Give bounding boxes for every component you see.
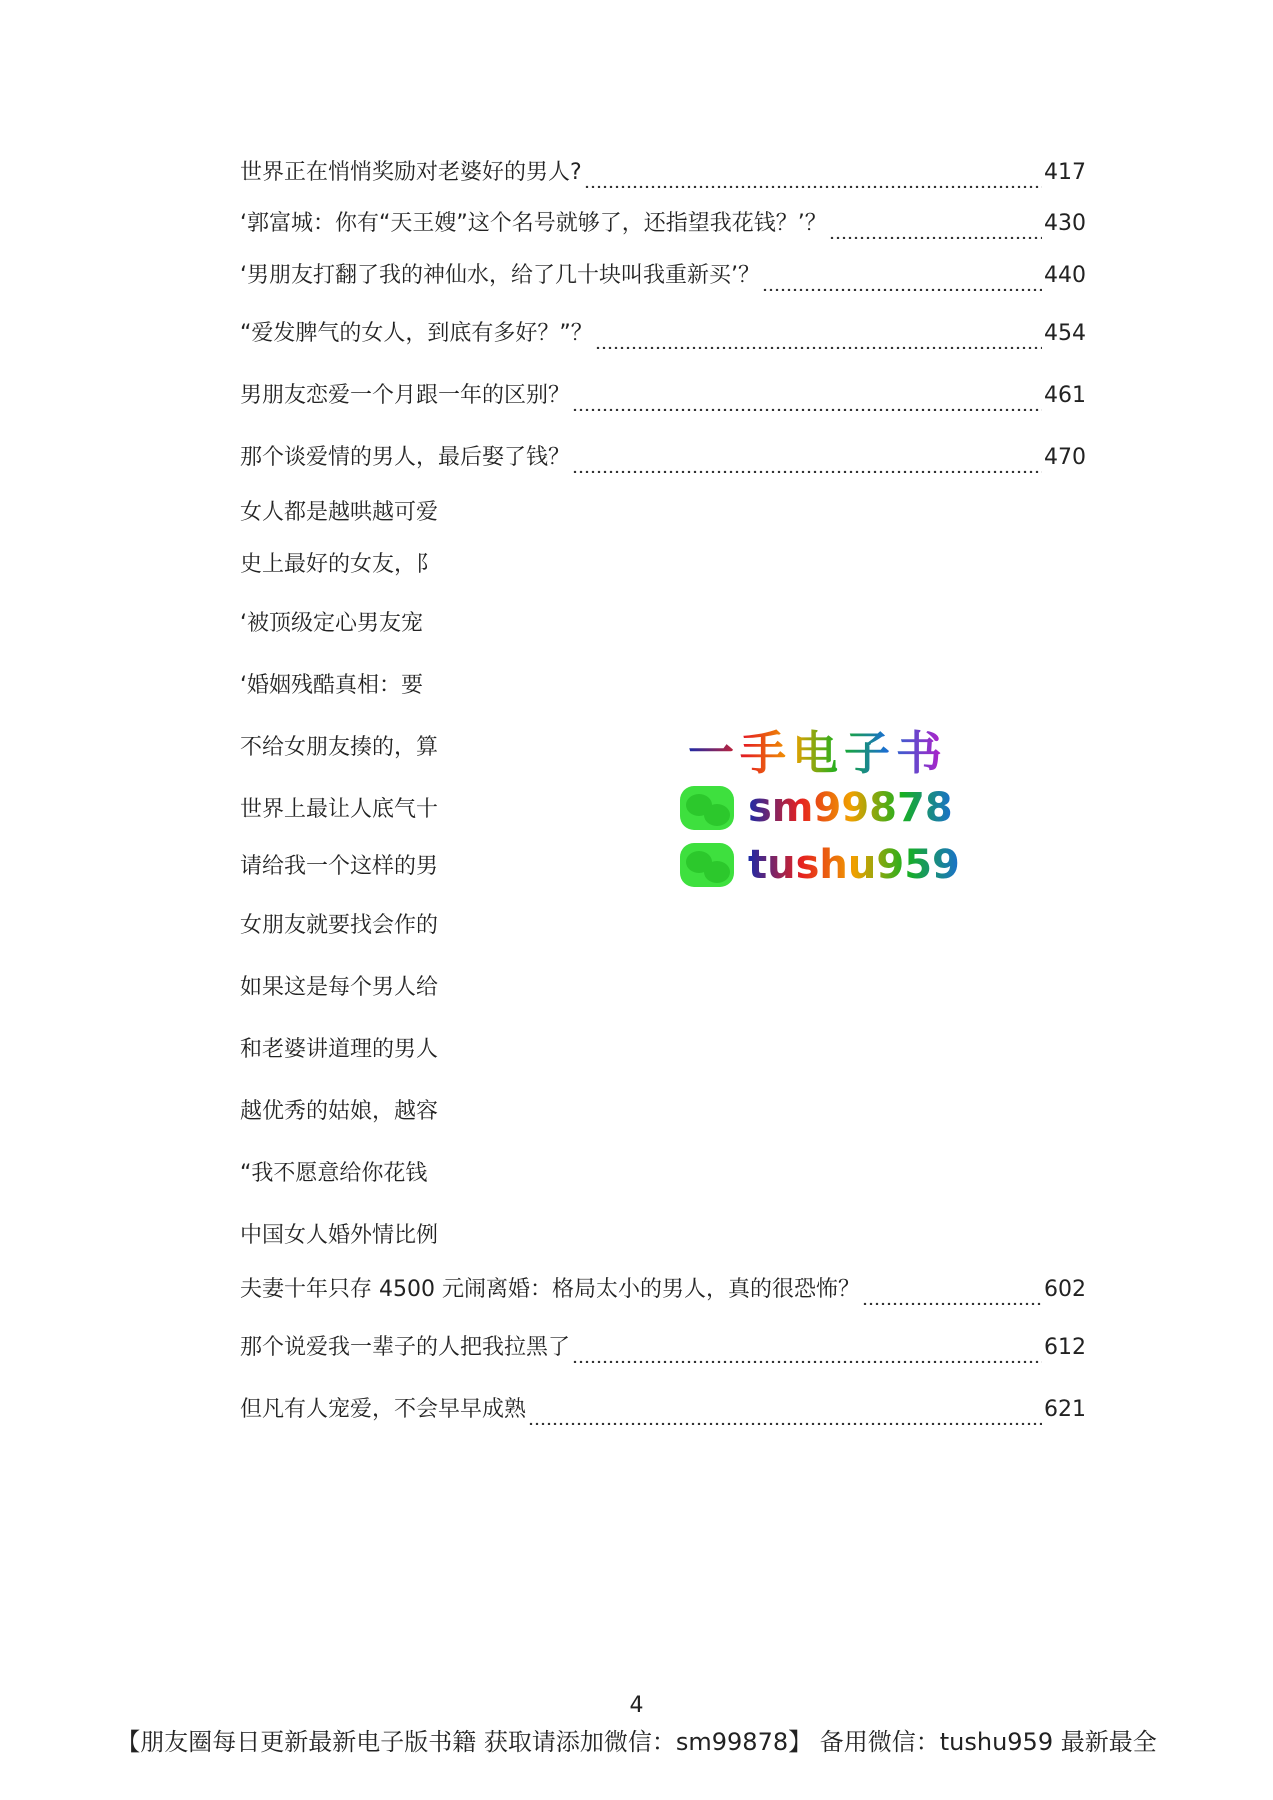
watermark-line <box>680 840 960 890</box>
toc-entry-truncated <box>240 1091 440 1127</box>
toc-entry-title: 那个说爱我一辈子的人把我拉黑了 <box>240 1335 571 1360</box>
toc-entry <box>240 152 1086 188</box>
toc-entry-title: 世界正在悄悄奖励对老婆好的男人? <box>240 160 582 185</box>
toc-entry-title: 世界上最让人底气十 <box>240 797 439 822</box>
toc-leader-dots <box>829 213 1042 239</box>
toc-entry-title: ‘男朋友打翻了我的神仙水，给了几十块叫我重新买’？ <box>240 263 760 288</box>
toc-entry-page: 440 <box>1044 263 1086 288</box>
toc-entry-page: 470 <box>1044 445 1086 470</box>
toc-leader-dots <box>595 323 1042 349</box>
toc-entry-truncated <box>240 789 440 825</box>
toc-entry <box>240 375 1086 411</box>
toc-leader-dots <box>528 1399 1042 1425</box>
toc-entry-truncated <box>240 967 440 1003</box>
watermark <box>680 705 960 905</box>
toc-entry <box>240 1327 1086 1363</box>
watermark-wechat-id: tushu959 <box>748 842 960 888</box>
watermark-title: 一手电子书 <box>688 717 948 783</box>
toc-entry-page: 602 <box>1044 1277 1086 1302</box>
toc-entry-truncated <box>240 846 440 882</box>
wechat-icon <box>680 786 734 830</box>
toc-entry <box>240 255 1086 291</box>
page-number: 4 <box>629 1693 644 1718</box>
wechat-icon <box>680 843 734 887</box>
toc-entry-truncated <box>240 1153 440 1189</box>
toc-leader-dots <box>762 265 1042 291</box>
toc-entry-title: 不给女朋友揍的，算 <box>240 735 439 760</box>
toc-entry <box>240 1389 1086 1425</box>
watermark-wechat-id: sm99878 <box>748 785 953 831</box>
toc-entry-page: 621 <box>1044 1397 1086 1422</box>
toc-leader-dots <box>572 1337 1042 1363</box>
toc-entry-title: 那个谈爱情的男人，最后娶了钱？ <box>240 445 571 470</box>
toc-entry-title: 和老婆讲道理的男人 <box>240 1037 439 1062</box>
toc-entry-truncated <box>240 492 440 528</box>
toc-entry-title: “爱发脾气的女人，到底有多好？”？ <box>240 321 593 346</box>
toc-entry-truncated <box>240 544 440 580</box>
toc-leader-dots <box>572 447 1042 473</box>
toc-entry-title: 女朋友就要找会作的 <box>240 913 439 938</box>
toc-entry <box>240 437 1086 473</box>
footer-banner: 【朋友圈每日更新最新电子版书籍 获取请添加微信：sm99878】 备用微信：tushu959 最新最全 <box>116 1728 1157 1756</box>
toc-entry-page: 430 <box>1044 211 1086 236</box>
toc-entry-truncated <box>240 665 440 701</box>
toc-entry-truncated <box>240 1215 440 1251</box>
toc-entry-title: ‘被顶级定心男友宠 <box>240 611 423 636</box>
toc-entry <box>240 203 1086 239</box>
toc-entry-title: ‘婚姻残酷真相：要 <box>240 673 423 698</box>
toc-leader-dots <box>862 1279 1042 1305</box>
toc-entry-title: “我不愿意给你花钱 <box>240 1161 428 1186</box>
toc-entry-title: 男朋友恋爱一个月跟一年的区别？ <box>240 383 571 408</box>
toc-entry-page: 417 <box>1044 160 1086 185</box>
toc-entry-truncated <box>240 603 440 639</box>
toc-entry <box>240 313 1086 349</box>
toc-entry-title: 请给我一个这样的男 <box>240 854 439 879</box>
toc-entry-truncated <box>240 727 440 763</box>
toc-entry-page: 454 <box>1044 321 1086 346</box>
toc-entry-title: 但凡有人宠爱，不会早早成熟 <box>240 1397 527 1422</box>
toc-entry-title: 中国女人婚外情比例 <box>240 1223 439 1248</box>
toc-entry-title: 夫妻十年只存 4500 元闹离婚：格局太小的男人，真的很恐怖？ <box>240 1277 860 1302</box>
toc-entry-title: 如果这是每个男人给 <box>240 975 439 1000</box>
toc-entry-truncated <box>240 1029 440 1065</box>
toc-leader-dots <box>572 385 1042 411</box>
toc-entry-page: 612 <box>1044 1335 1086 1360</box>
toc-entry-truncated <box>240 905 440 941</box>
toc-entry-title: ‘郭富城：你有“天王嫂”这个名号就够了，还指望我花钱？’？ <box>240 211 827 236</box>
toc-entry <box>240 1269 1086 1305</box>
toc-entry-title: 越优秀的姑娘，越容 <box>240 1099 439 1124</box>
toc-entry-title: 女人都是越哄越可爱 <box>240 500 439 525</box>
watermark-line <box>680 783 953 833</box>
toc-entry-page: 461 <box>1044 383 1086 408</box>
toc-entry-title: 史上最好的女友，阝 <box>240 552 439 577</box>
toc-leader-dots <box>584 162 1042 188</box>
